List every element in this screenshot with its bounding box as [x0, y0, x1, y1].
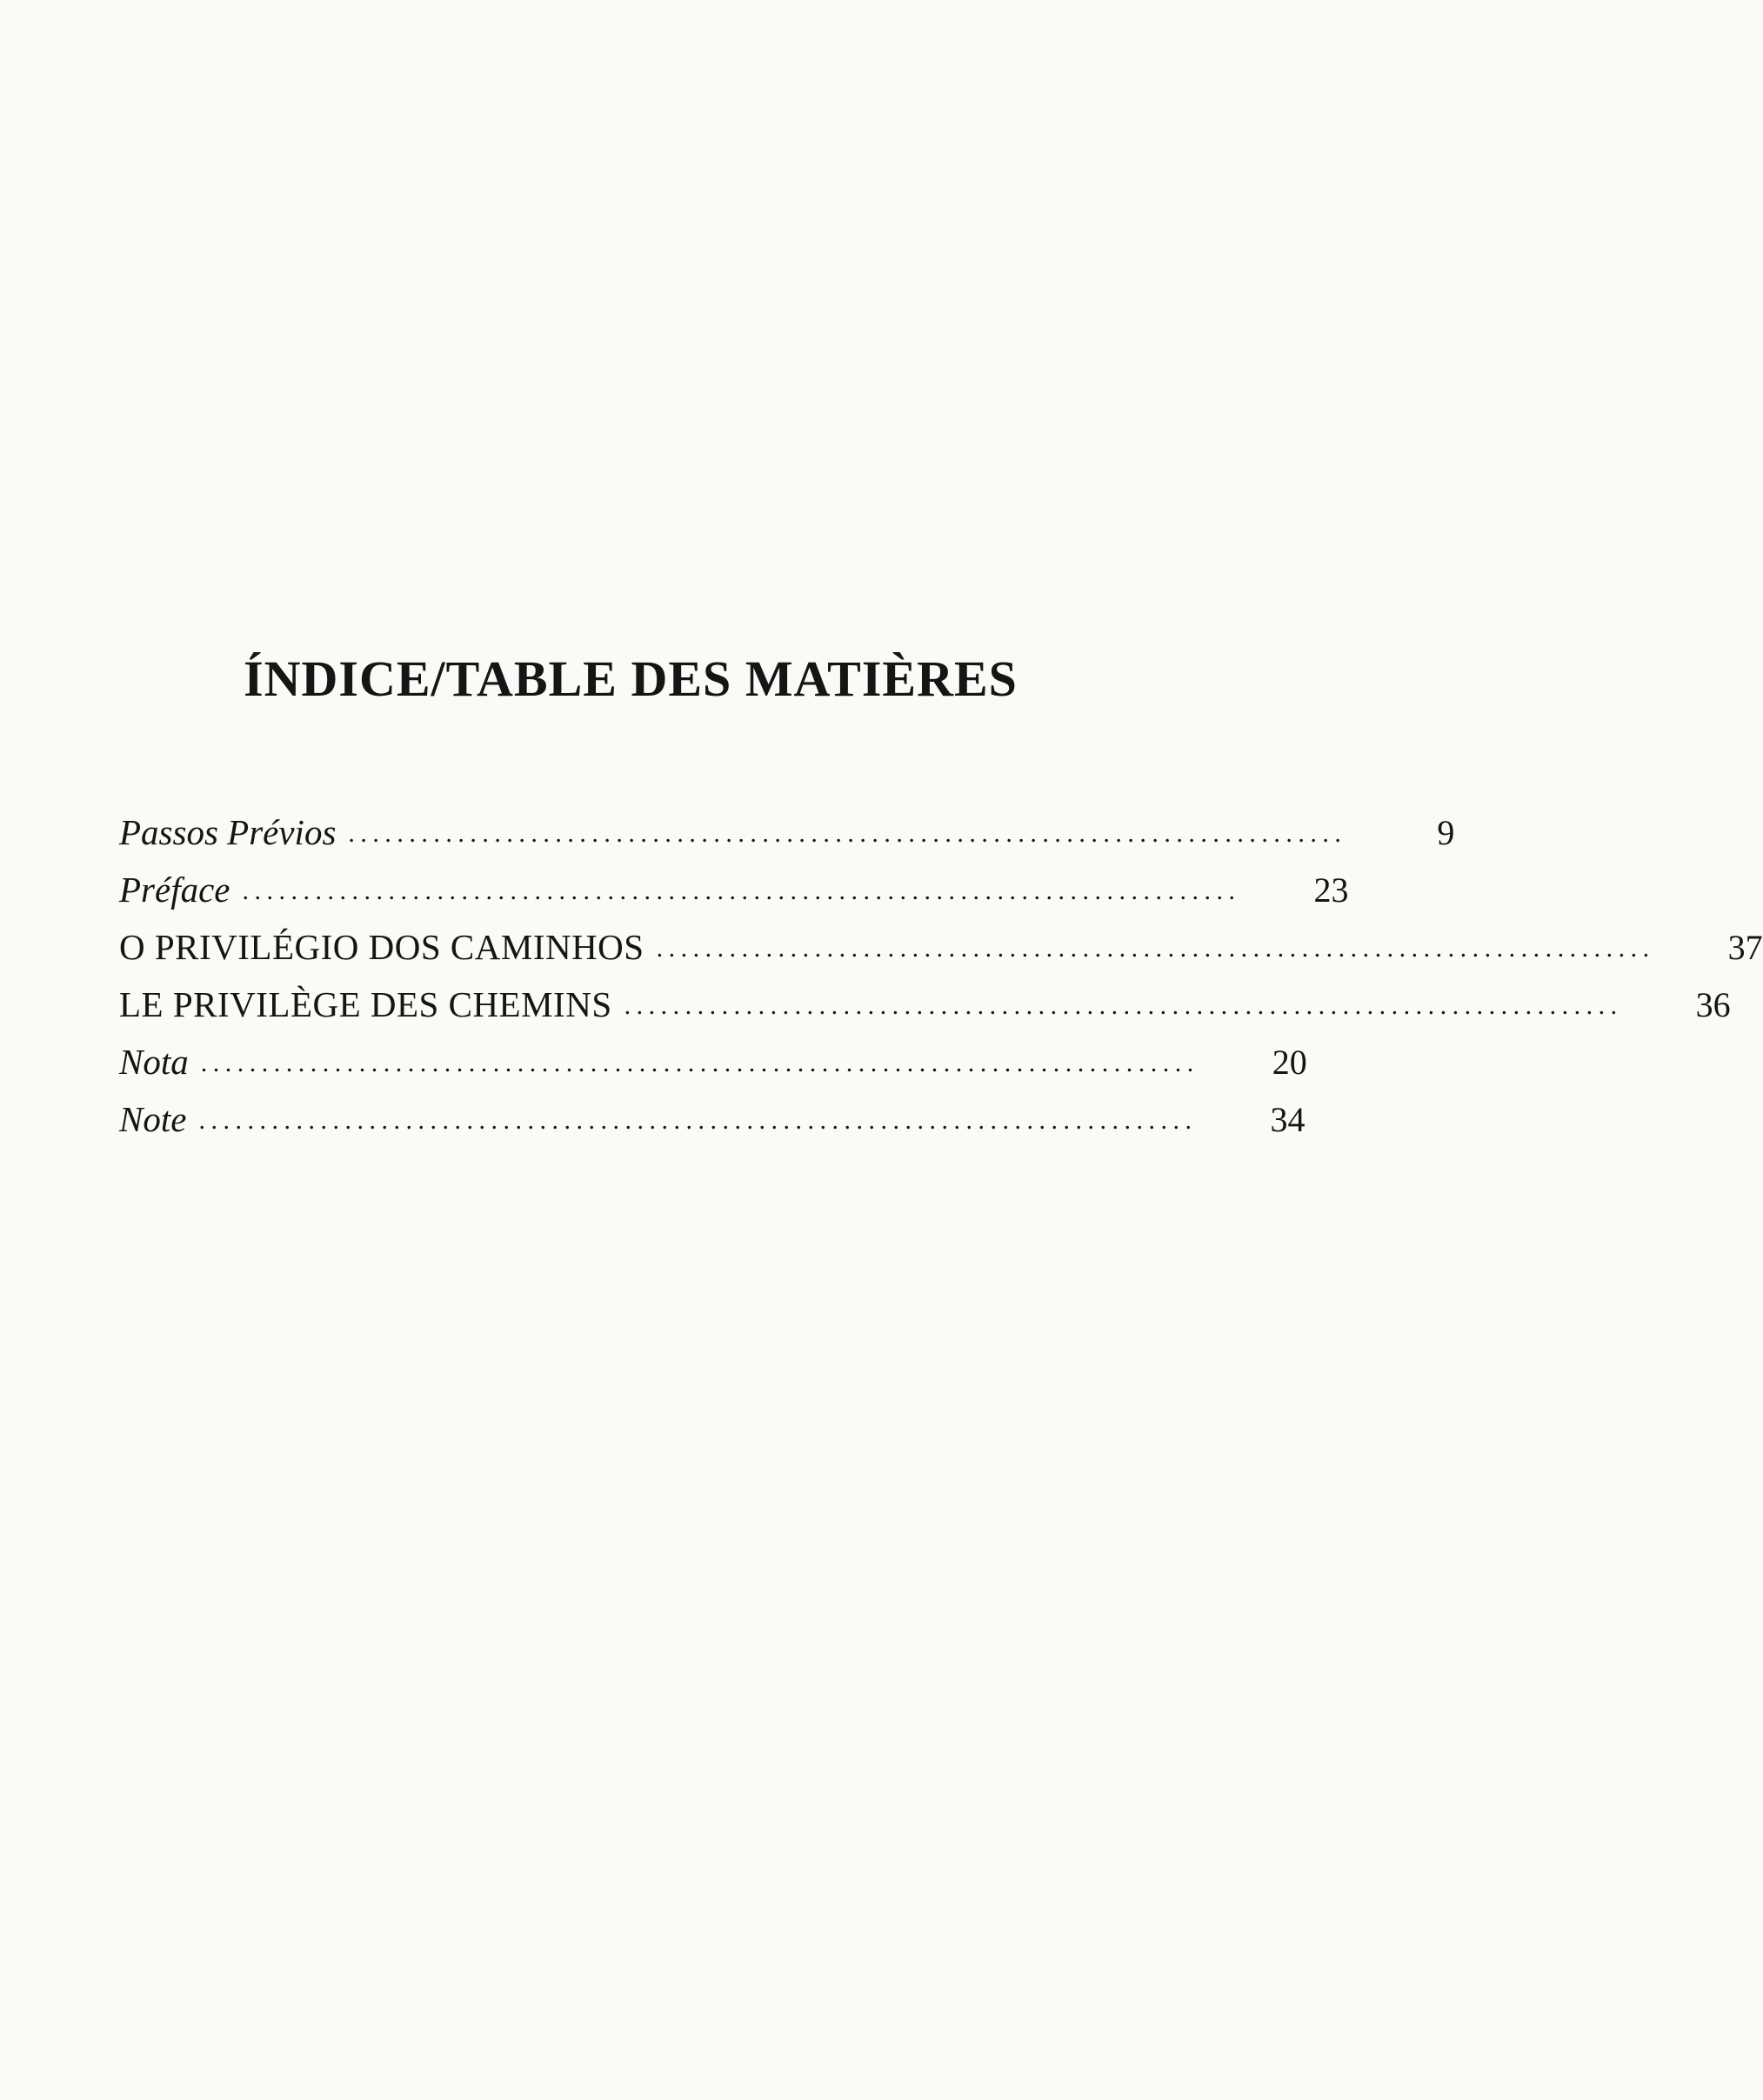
- dot-leader: ..................................................................................: [656, 934, 1655, 963]
- toc-entry: [119, 1080, 1306, 1139]
- toc-entry: [119, 908, 1763, 967]
- toc-entry-page-number: 37: [1727, 928, 1763, 967]
- dot-leader: ..................................................................................: [624, 991, 1623, 1020]
- dot-leader: ..................................................................................: [348, 819, 1347, 848]
- toc-entry-page-number: 36: [1695, 985, 1731, 1024]
- toc-entry-page-number: 23: [1313, 870, 1349, 910]
- toc-entry: [119, 850, 1349, 910]
- toc-entry-title: Passos Prévios: [119, 812, 337, 852]
- page-title: ÍNDICE/TABLE DES MATIÈRES: [244, 650, 1018, 707]
- toc-entry-title: Préface: [119, 870, 230, 910]
- toc-entry-title: LE PRIVILÈGE DES CHEMINS: [119, 984, 612, 1024]
- toc-entry: [119, 1023, 1307, 1082]
- toc-entry-page-number: 34: [1270, 1100, 1306, 1139]
- toc-entry-page-number: 20: [1272, 1043, 1307, 1082]
- table-of-contents: [119, 793, 1763, 1139]
- toc-entry-title: Nota: [119, 1042, 189, 1082]
- toc-entry-title: O PRIVILÉGIO DOS CAMINHOS: [119, 927, 644, 967]
- toc-entry-page-number: 9: [1437, 813, 1455, 852]
- toc-entry-title: Note: [119, 1099, 187, 1139]
- toc-entry: [119, 965, 1731, 1024]
- dot-leader: ..................................................................................: [242, 877, 1241, 905]
- toc-entry: [119, 793, 1455, 852]
- dot-leader: ..................................................................................: [198, 1106, 1198, 1135]
- dot-leader: ..................................................................................: [200, 1049, 1199, 1077]
